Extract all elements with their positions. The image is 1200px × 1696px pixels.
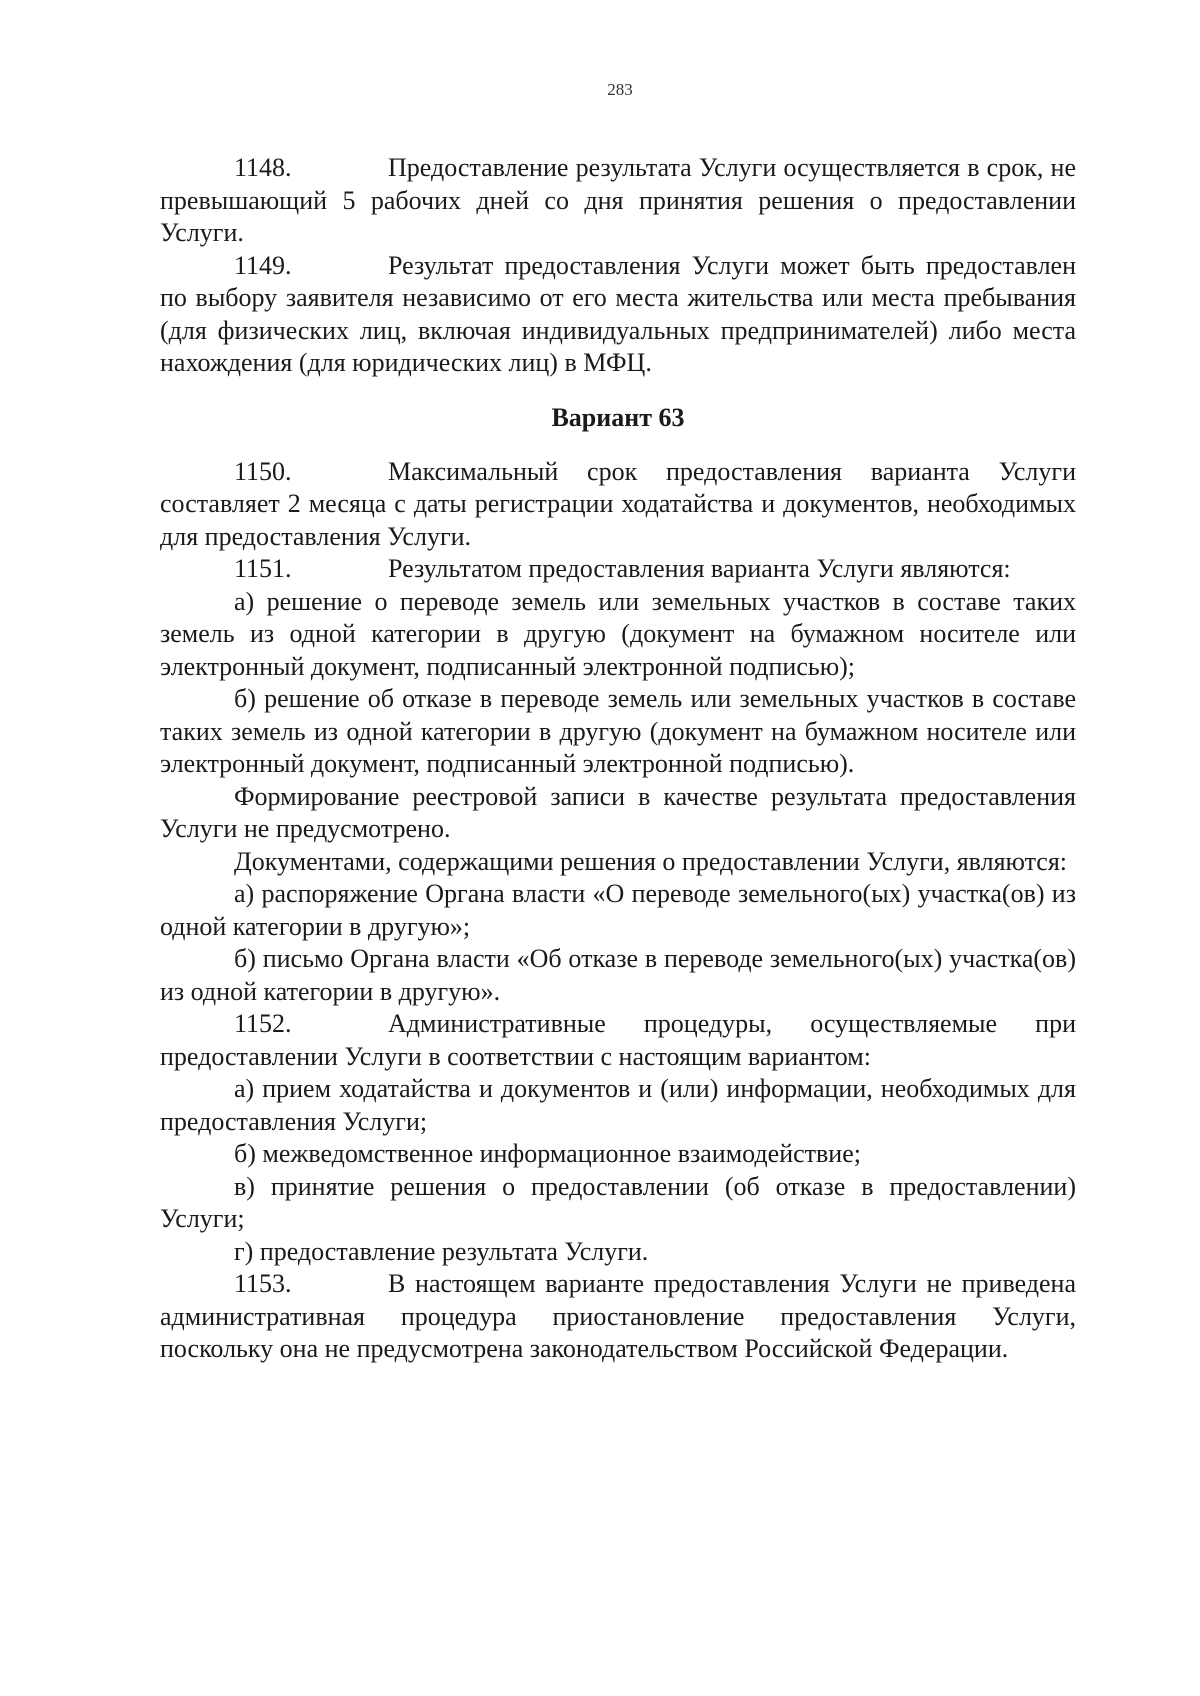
paragraph-text: а) решение о переводе земель или земельных участков в составе таких земель из одной категории в другую (документ на бумажном носителе или электронный документ, подписанный электронной подписью); [160,586,1076,681]
clause-number: 1148. [234,153,292,182]
paragraph-text: Результат предоставления Услуги может быть предоставлен по выбору заявителя независимо от его места жительства или места пребывания (для физических лиц, включая индивидуальных предпринимателей) либо места нахождения (для юридических лиц) в МФЦ. [160,250,1076,377]
paragraph-1152-g [160,1236,1076,1269]
paragraph-decision-documents [160,846,1076,879]
paragraph-text: б) решение об отказе в переводе земель или земельных участков в составе таких земель из одной категории в другую (документ на бумажном носителе или электронный документ, подписанный электронной подписью). [160,684,1076,778]
paragraph-1148 [160,152,1076,250]
document-body [160,152,1076,1366]
clause-number: 1151. [234,554,292,583]
paragraph-text: В настоящем варианте предоставления Услуги не приведена административная процедура приостановление предоставления Услуги, поскольку она не предусмотрена законодательством Российской Федерации. [160,1269,1076,1363]
paragraph-text: Административные процедуры, осуществляемые при предоставлении Услуги в соответствии с настоящим вариантом: [160,1009,1076,1071]
paragraph-text: Результатом предоставления варианта Услуги являются: [388,554,1011,583]
clause-number: 1153. [234,1269,292,1298]
clause-number: 1150. [234,456,292,486]
paragraph-1153 [160,1268,1076,1366]
section-heading: Вариант 63 [551,402,685,432]
page-number: 283 [607,80,633,99]
paragraph-1151-a [160,586,1076,684]
paragraph-text: Максимальный срок предоставления варианта Услуги составляет 2 месяца с даты регистрации ходатайства и документов, необходимых для предоставления Услуги. [160,456,1076,551]
paragraph-1151 [160,553,1076,586]
paragraph-1152 [160,1008,1076,1073]
paragraph-text: Документами, содержащими решения о предоставлении Услуги, являются: [234,846,1068,876]
paragraph-text: а) прием ходатайства и документов и (или) информации, необходимых для предоставления Услуги; [160,1074,1076,1136]
paragraph-text: а) распоряжение Органа власти «О переводе земельного(ых) участка(ов) из одной категории в другую»; [160,879,1076,941]
paragraph-text: Предоставление результата Услуги осуществляется в срок, не превышающий 5 рабочих дней со дня принятия решения о предоставлении Услуги. [160,153,1076,247]
paragraph-text: б) межведомственное информационное взаимодействие; [234,1139,861,1168]
paragraph-1152-a [160,1073,1076,1138]
paragraph-1151-b [160,683,1076,781]
paragraph-1152-v [160,1171,1076,1236]
paragraph-documents-b [160,943,1076,1008]
paragraph-registry-record [160,781,1076,846]
paragraph-text: г) предоставление результата Услуги. [234,1236,649,1266]
paragraph-1150 [160,456,1076,554]
paragraph-text: в) принятие решения о предоставлении (об отказе в предоставлении) Услуги; [160,1171,1076,1233]
clause-number: 1152. [234,1009,292,1038]
paragraph-text: Формирование реестровой записи в качестве результата предоставления Услуги не предусмотрено. [160,781,1076,843]
paragraph-text: б) письмо Органа власти «Об отказе в переводе земельного(ых) участка(ов) из одной категории в другую». [160,944,1076,1006]
paragraph-1152-b [160,1138,1076,1171]
clause-number: 1149. [234,250,292,280]
paragraph-1149 [160,250,1076,380]
paragraph-documents-a [160,878,1076,943]
